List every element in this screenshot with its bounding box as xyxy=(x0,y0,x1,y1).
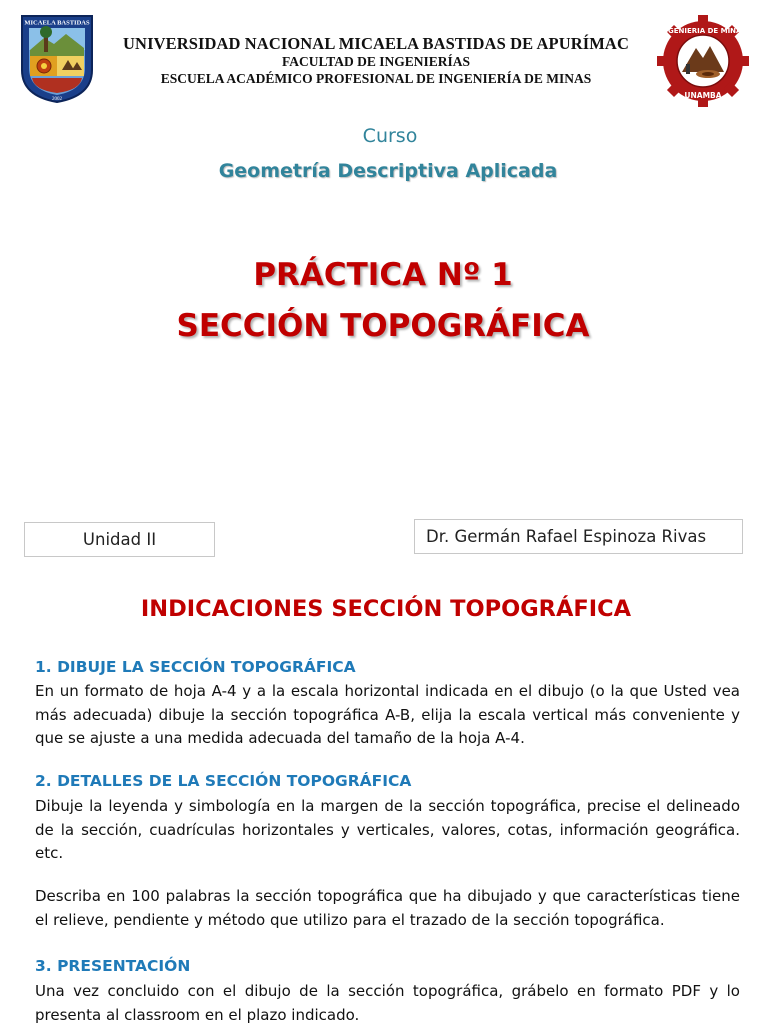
course-label: Curso xyxy=(362,125,418,147)
seal-top-text: MICAELA BASTIDAS xyxy=(24,19,90,27)
gear-top-text: INGENIERIA DE MINAS xyxy=(659,27,747,35)
practice-title: PRÁCTICA Nº 1 xyxy=(253,257,513,293)
section-1-paragraph: En un formato de hoja A-4 y a la escala horizontal indicada en el dibujo (o la que Usted vea más adecuada) dibuje la sección topográfica A-B, elija la escala vertical más conveniente y que se ajuste a una medida adecuada del tamaño de la hoja A-4. xyxy=(35,682,740,748)
practice-subtitle: SECCIÓN TOPOGRÁFICA xyxy=(176,308,590,344)
section-2-paragraph-2: Describa en 100 palabras la sección topográfica que ha dibujado y que características tiene el relieve, pendiente y método que utilizo para el trazado de la sección topográfica. xyxy=(35,887,740,929)
author-name: Dr. Germán Rafael Espinoza Rivas xyxy=(426,527,707,546)
gear-bottom-text: UNAMBA xyxy=(684,91,722,100)
seal-year-text: 2002 xyxy=(52,97,62,102)
author-box xyxy=(414,519,743,554)
university-name: UNIVERSIDAD NACIONAL MICAELA BASTIDAS DE APURÍMAC xyxy=(123,34,629,53)
section-1-title: 1. DIBUJE LA SECCIÓN TOPOGRÁFICA xyxy=(35,658,356,676)
unit-label: Unidad II xyxy=(82,530,157,549)
university-seal-logo xyxy=(18,12,96,104)
section-2-paragraph-1: Dibuje la leyenda y simbología en la margen de la sección topográfica, precise el delineado de la sección, cuadrículas horizontales y verticales, valores, cotas, información geográfica. etc. xyxy=(35,797,740,863)
course-name: Geometría Descriptiva Aplicada xyxy=(218,160,558,182)
indications-heading: INDICACIONES SECCIÓN TOPOGRÁFICA xyxy=(140,596,632,622)
section-3-paragraph: Una vez concluido con el dibujo de la sección topográfica, grábelo en formato PDF y lo presenta al classroom en el plazo indicado. xyxy=(35,982,740,1024)
section-2-title: 2. DETALLES DE LA SECCIÓN TOPOGRÁFICA xyxy=(35,772,412,790)
mining-engineering-gear-logo xyxy=(656,14,750,108)
unit-box xyxy=(24,522,215,557)
faculty-name: FACULTAD DE INGENIERÍAS xyxy=(281,54,471,69)
section-3-title: 3. PRESENTACIÓN xyxy=(35,957,191,975)
school-name: ESCUELA ACADÉMICO PROFESIONAL DE INGENIERÍA DE MINAS xyxy=(160,71,592,86)
